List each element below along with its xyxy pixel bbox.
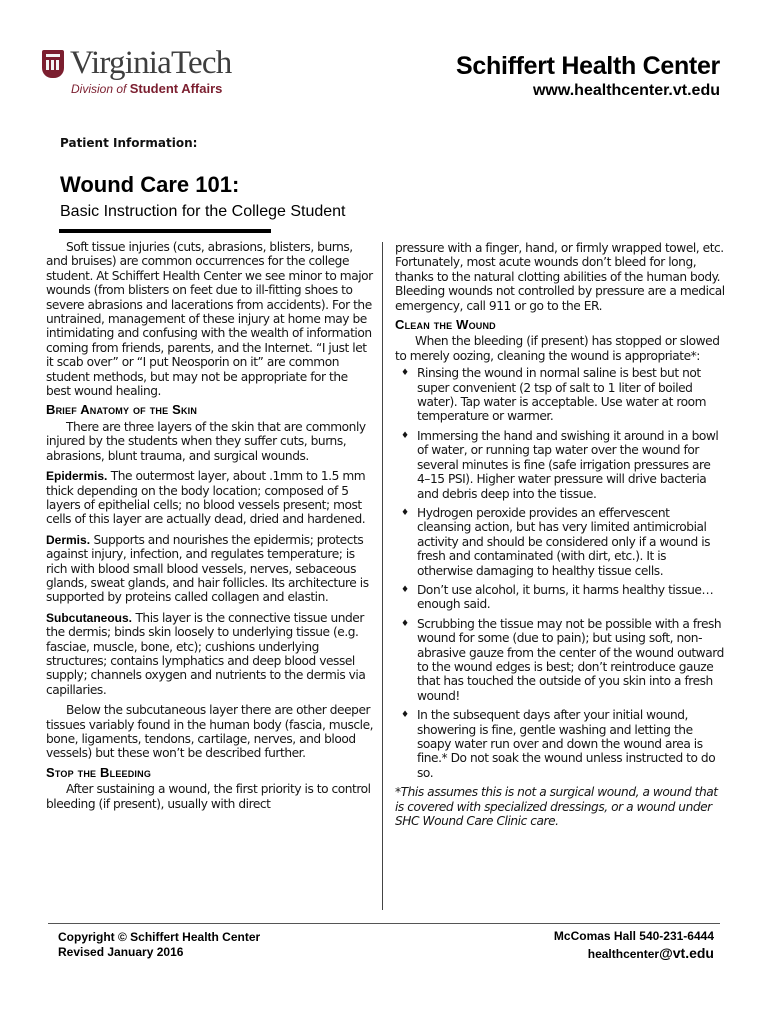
dermis-paragraph: Dermis. Supports and nourishes the epidermis; protects against injury, infection, and regulates temperature; is rich with blood small blood vessels, nerves, sebaceous glands, sweat glands, and hair follicles. Its architecture is supported by proteins called collagen and elastin. [46, 532, 369, 605]
bleeding-continued-paragraph: pressure with a finger, hand, or firmly wrapped towel, etc. Fortunately, most acute wounds don’t bleed for long, thanks to the natural clotting abilities of the human body. Bleeding wounds not controlled by pressure are a medical emergency, call 911 or go to the ER. [395, 241, 725, 313]
section-heading-bleeding: Stop the Bleeding [46, 764, 152, 780]
right-column [395, 241, 725, 828]
list-item: ♦ Scrubbing the tissue may not be possible with a fresh wound for some (due to pain); but using soft, non-abrasive gauze from the center of the wound outward to the wound edges is best; don’t reintroduce gauze that has touched the outside of you skin into a fresh wound! [401, 616, 724, 703]
list-item: ♦ Rinsing the wound in normal saline is best but not super convenient (2 tsp of salt to 1 liter of boiled water). Tap water is acceptable. Use water at room temperature or warmer. [401, 366, 707, 424]
logo-division: Division of Student Affairs [71, 81, 223, 96]
diamond-bullet-icon: ♦ [401, 710, 409, 721]
section-heading-clean: Clean the Wound [395, 317, 496, 333]
contact-email[interactable]: healthcenter@vt.edu [587, 945, 714, 961]
diamond-bullet-icon: ♦ [401, 507, 409, 518]
column-divider [382, 242, 383, 910]
document-subtitle: Basic Instruction for the College Student [60, 203, 346, 220]
anatomy-intro: There are three layers of the skin that are commonly injured by the students when they suffer cuts, burns, abrasions, blunt trauma, and surgical wounds. [46, 419, 366, 463]
clean-intro: When the bleeding (if present) has stopped or slowed to merely oozing, cleaning the wound is appropriate*: [395, 334, 720, 363]
cleaning-list [395, 366, 725, 780]
epidermis-term: Epidermis. [46, 469, 108, 484]
section-heading-anatomy: Brief Anatomy of the Skin [46, 402, 198, 418]
bleeding-paragraph: After sustaining a wound, the first priority is to control bleeding (if present), usually with direct [46, 782, 371, 811]
location-phone: McComas Hall 540-231-6444 [553, 929, 714, 943]
subcutaneous-term: Subcutaneous. [46, 610, 133, 625]
left-column [46, 240, 374, 811]
epidermis-paragraph: Epidermis. The outermost layer, about .1mm to 1.5 mm thick depending on the body location; composed of 5 layers of epithelial cells; no blood vessels present; most cells of this layer are actually dead, dried and hardened. [46, 469, 366, 527]
copyright-text: Copyright © Schiffert Health Center [58, 930, 261, 944]
health-center-name: Schiffert Health Center [456, 52, 720, 80]
diamond-bullet-icon: ♦ [401, 368, 409, 379]
vt-shield-icon [42, 50, 64, 78]
subcutaneous-paragraph: Subcutaneous. This layer is the connective tissue under the dermis; binds skin loosely to underlying tissue (e.g. fasciae, muscle, bone, etc); cushions underlying structures; contains lymphatics and deep blood vessel supply; channels oxygen and nutrients to the dermis via capillaries. [46, 610, 366, 697]
logo-name: VirginiaTech [70, 45, 232, 81]
health-center-url[interactable]: www.healthcenter.vt.edu [532, 82, 720, 99]
diamond-bullet-icon: ♦ [401, 430, 409, 441]
footnote: *This assumes this is not a surgical wound, a wound that is covered with specialized dressings, or a wound under SHC Wound Care Clinic care. [395, 785, 718, 829]
list-item: ♦ In the subsequent days after your initial wound, showering is fine, gentle washing and letting the soapy water run over and down the wound area is fine.* Do not soak the wound unless instructed to do so. [401, 708, 716, 780]
diamond-bullet-icon: ♦ [401, 584, 409, 595]
list-item: ♦ Hydrogen peroxide provides an effervescent cleansing action, but has very limited antimicrobial activity and should be considered only if a wound is fresh and contaminated (with dirt, etc.). It is otherwise damaging to healthy tissue cells. [401, 505, 711, 578]
footer-rule [48, 923, 720, 924]
below-paragraph: Below the subcutaneous layer there are other deeper tissues variably found in the human body (fascia, muscle, bone, ligaments, tendons, cartilage, nerves, and blood vessels) but these won’t be described further. [46, 703, 374, 761]
virginia-tech-logo [42, 44, 242, 104]
intro-paragraph: Soft tissue injuries (cuts, abrasions, blisters, burns, and bruises) are common occurrences for the college student. At Schiffert Health Center we see minor to major wounds (from blisters on feet due to ill-fitting shoes to severe abrasions and lacerations from accidents). For the untrained, management of these injury at home may be intimidating and confusing with the wealth of information coming from friends, parents, and the Internet. “I just let it scab over” or “I put Neosporin on it” are common student methods, but may not be appropriate for the best wound healing. [46, 240, 373, 399]
revised-date: Revised January 2016 [58, 945, 184, 959]
footer-copyright [58, 930, 260, 960]
list-item: ♦ Immersing the hand and swishing it around in a bowl of water, or running tap water over the wound for several minutes is fine (safe irrigation pressures are 4–15 PSI). Higher water pressure will drive bacteria and debris deep into the tissue. [401, 428, 719, 501]
patient-info-label: Patient Information: [60, 136, 198, 150]
title-underline [59, 229, 271, 233]
list-item: ♦ Don’t use alcohol, it burns, it harms healthy tissue…enough said. [401, 582, 714, 612]
footer-contact [554, 928, 714, 963]
document-title: Wound Care 101: [60, 172, 240, 197]
dermis-term: Dermis. [46, 532, 91, 547]
diamond-bullet-icon: ♦ [401, 618, 409, 629]
